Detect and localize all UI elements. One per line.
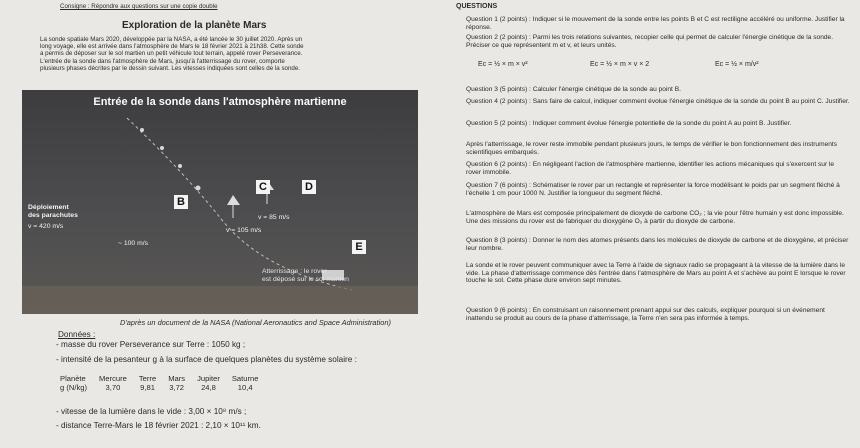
probe-point [160, 146, 164, 150]
probe-point [178, 164, 182, 168]
rover-mass: - masse du rover Perseverance sur Terre : 1050 kg ; [56, 340, 246, 349]
instructions [60, 3, 218, 10]
table-cell: 9,81 [140, 383, 155, 392]
right-column [430, 0, 860, 448]
light-speed: - vitesse de la lumière dans le vide : 3,00 × 10⁸ m/s ; [56, 407, 247, 416]
question-8: Question 8 (3 points) : Donner le nom des atomes présents dans les molécules de dioxyde de carbone et de dioxygène, et préciser leur nombre. [466, 237, 849, 252]
earth-mars-distance: - distance Terre-Mars le 18 février 2021 : 2,10 × 10¹¹ km. [56, 421, 261, 430]
intro-line: La sonde spatiale Mars 2020, développée par la NASA, a été lancée le 30 juillet 2020. Après un [40, 36, 303, 43]
formula-3: Ec = ½ × m/v² [715, 61, 759, 68]
table-row [60, 383, 264, 392]
parachute-icon [227, 195, 240, 205]
question-5: Question 5 (2 points) : Indiquer comment évolue l'énergie potentielle de la sonde du point A au point B. Justifier. [466, 120, 792, 127]
landing-line: est déposé sur le sol martien [262, 275, 349, 283]
entry-figure [22, 90, 418, 314]
question-7: Question 7 (6 points) : Schématiser le rover par un rectangle et représenter la force modélisant le poids par un segment fléché à l'échelle 1 cm pour 1000 N. Justifier la longueur du segment fléché. [466, 182, 840, 197]
landing-line: Atterrissage : le rover [262, 268, 327, 275]
deploy-line: des parachutes [28, 211, 78, 219]
speed-c: v = 85 m/s [258, 214, 290, 221]
table-cell: 10,4 [237, 383, 253, 392]
question-4: Question 4 (2 points) : Sans faire de calcul, indiquer comment évolue l'énergie cinétique de la sonde du point B au point C. Justifier. [466, 98, 850, 105]
point-e-label: E [352, 240, 366, 254]
intro-line: plusieurs phases décrites par le dessin suivant. Les vitesses indiquées sont celles de la sonde. [40, 64, 301, 72]
intro-line: long voyage, elle est arrivée dans l'atmosphère de Mars le 18 février 2021 à 21h38. Cette sonde [40, 43, 304, 51]
table-header-cell: Mercure [99, 374, 127, 383]
trajectory-drawing [22, 90, 418, 314]
mars-ground [22, 286, 418, 314]
doc-title: Exploration de la planète Mars [122, 20, 267, 31]
paragraph-atmosphere: L'atmosphère de Mars est composée principalement de dioxyde de carbone CO₂ ; la vie pour l'être humain y est donc impossible. Une des missions du rover est de fabriquer du dioxygène O₂ à partir du dioxyde de carbone. [466, 210, 844, 225]
paragraph-communication: La sonde et le rover peuvent communiquer avec la Terre à l'aide de signaux radio se propageant à la vitesse de la lumière dans le vide. La phase d'atterrissage commence dès l'entrée dans l'atmosphère de Mars au point A et s'achève au point E lorsque le rover touche le sol. Cette phase dure environ sept minutes. [466, 262, 846, 285]
trajectory-path [127, 118, 352, 290]
point-b-label: B [174, 195, 188, 209]
table-header-cell: Terre [138, 374, 157, 383]
formula-2: Ec = ½ × m × v × 2 [590, 61, 650, 68]
speed-d: v = 105 m/s [226, 227, 262, 234]
probe-point [140, 128, 144, 132]
table-header-cell: Mars [168, 374, 186, 383]
point-d-label: D [302, 180, 316, 194]
intro-paragraph [40, 36, 430, 72]
intro-line: L'entrée de la sonde dans l'atmosphère de Mars, jusqu'à l'atterrissage du rover, comporte [40, 57, 285, 65]
table-cell: 3,70 [105, 383, 121, 392]
figure-title: Entrée de la sonde dans l'atmosphère martienne [93, 96, 347, 108]
questions-heading: QUESTIONS [456, 3, 498, 10]
gravity-intro: - intensité de la pesanteur g à la surface de quelques planètes du système solaire : [56, 355, 357, 364]
question-2: Question 2 (2 points) : Parmi les trois relations suivantes, recopier celle qui permet de calculer l'énergie cinétique de la sonde. Préciser ce que représentent m et v, et leurs unités. [466, 34, 834, 49]
question-9: Question 9 (6 points) : En construisant un raisonnement prenant appui sur des calculs, expliquer pourquoi si un événement inattendu se produit au cours de la phase d'atterrissage, la Terre n'en sera pas informée à temps. [466, 307, 825, 322]
intro-line: a permis de déposer sur le sol martien un petit véhicule tout terrain, appelé rover Perseverance. [40, 50, 303, 58]
data-heading-text: Données : [58, 330, 96, 339]
formula-1: Ec = ½ × m × v² [478, 61, 528, 68]
data-heading [58, 330, 95, 339]
table-cell: g (N/kg) [60, 383, 88, 392]
instructions-text: Consigne : Répondre aux questions sur une copie double [60, 3, 218, 10]
question-1: Question 1 (2 points) : Indiquer si le mouvement de la sonde entre les points B et C est rectiligne accéléré ou uniforme. Justifier la réponse. [466, 16, 845, 31]
deploy-label [28, 204, 78, 219]
table-header-cell: Planète [60, 374, 86, 383]
paragraph-rover-immobile: Après l'atterrissage, le rover reste immobile pendant plusieurs jours, le temps de vérifier le bon fonctionnement des instruments scientifiques embarqués. [466, 141, 838, 156]
question-3: Question 3 (5 points) : Calculer l'énergie cinétique de la sonde au point B. [466, 86, 681, 93]
question-6: Question 6 (2 points) : En négligeant l'action de l'atmosphère martienne, identifier les actions mécaniques qui s'exercent sur le rover immobile. [466, 161, 835, 176]
speed-deploy: v = 420 m/s [28, 223, 64, 230]
left-column [0, 0, 425, 448]
table-header-cell: Jupiter [197, 374, 220, 383]
table-cell: 3,72 [169, 383, 185, 392]
altitude-label: ~ 100 m/s [118, 240, 149, 247]
landing-label [262, 268, 349, 283]
gravity-table [60, 374, 264, 392]
figure-caption: D'après un document de la NASA (National Aeronautics and Space Administration) [120, 318, 391, 327]
probe-point [196, 186, 201, 191]
table-header-cell: Saturne [231, 374, 259, 383]
deploy-line: Déploiement [28, 204, 69, 211]
point-c-label: C [256, 180, 270, 194]
table-row [60, 374, 264, 383]
table-cell: 24,8 [201, 383, 216, 392]
